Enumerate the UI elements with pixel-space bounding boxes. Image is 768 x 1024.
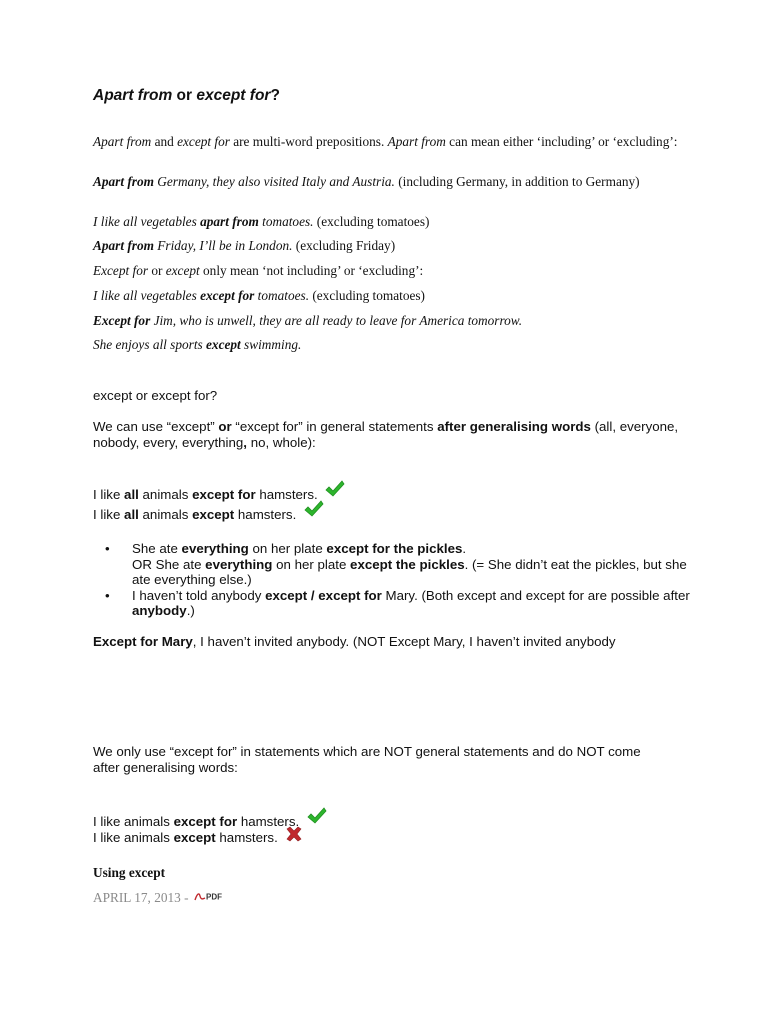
intro-text-2: are multi-word prepositions. bbox=[229, 134, 388, 149]
check-icon bbox=[304, 500, 324, 518]
example-4-text-2: only mean ‘not including’ or ‘excluding’: bbox=[199, 263, 424, 278]
example-7-sentence-b: swimming. bbox=[240, 337, 302, 352]
b1-bold-4: except the pickles bbox=[350, 556, 465, 572]
list-item bbox=[93, 541, 693, 588]
pdf-icon[interactable] bbox=[194, 890, 228, 906]
example-4-term-2: except bbox=[165, 263, 200, 278]
cross-icon bbox=[285, 826, 303, 842]
example-6 bbox=[93, 313, 693, 329]
example-5-sentence-a: I like all vegetables bbox=[93, 288, 201, 303]
check-icon bbox=[307, 807, 327, 825]
s5-text-1: I like animals bbox=[93, 830, 174, 845]
example-2-sentence-b: tomatoes. bbox=[258, 214, 314, 229]
example-2 bbox=[93, 214, 693, 230]
s2-text-2: animals bbox=[138, 507, 193, 522]
intro-text-3: can mean either ‘including’ or ‘excluding’: bbox=[445, 134, 678, 149]
b2-bold-2: anybody bbox=[132, 603, 187, 618]
intro-term-1: Apart from bbox=[93, 134, 152, 149]
pdf-label: PDF bbox=[205, 892, 222, 902]
example-3 bbox=[93, 238, 693, 254]
b1-bold-1: everything bbox=[181, 541, 249, 556]
example-5-key: except for bbox=[200, 288, 255, 303]
example-5-sentence-b: tomatoes. bbox=[254, 288, 310, 303]
intro-paragraph bbox=[93, 134, 693, 150]
b1-bold-3: everything bbox=[205, 556, 273, 572]
b2-text-1: I haven’t told anybody bbox=[132, 587, 266, 603]
example-4 bbox=[93, 263, 693, 279]
section-title-except-or-except-for: except or except for? bbox=[93, 388, 218, 403]
example-3-note: (excluding Friday) bbox=[292, 238, 396, 253]
rule-1-bold-3: , bbox=[243, 434, 247, 450]
examples-list bbox=[93, 541, 693, 619]
example-1-key: Apart from bbox=[93, 174, 154, 189]
rule-1-bold-1: or bbox=[218, 419, 232, 434]
page-title bbox=[93, 88, 693, 104]
intro-term-3: Apart from bbox=[387, 134, 446, 149]
post-title bbox=[93, 865, 693, 881]
example-3-sentence: Friday, I’ll be in London. bbox=[153, 238, 293, 253]
example-7 bbox=[93, 337, 693, 353]
post-date bbox=[93, 890, 693, 906]
b1-text-1: She ate bbox=[132, 541, 182, 556]
rule-1-text-4: no, whole): bbox=[247, 434, 316, 450]
rule-1-text-2: “except for” in general statements bbox=[231, 419, 438, 434]
b1-text-3: . bbox=[462, 541, 467, 556]
example-5 bbox=[93, 288, 693, 304]
heading-part-4: ? bbox=[270, 87, 280, 104]
example-1-note: (including Germany, in addition to Germany) bbox=[394, 174, 640, 189]
heading-part-1: Apart from bbox=[93, 87, 173, 104]
s2-text-1: I like bbox=[93, 507, 125, 522]
example-1-sentence: Germany, they also visited Italy and Austria. bbox=[153, 174, 395, 189]
rule-1-text-1: We can use “except” bbox=[93, 419, 219, 434]
b1-bold-2: except for the pickles bbox=[326, 541, 463, 556]
example-3-key: Apart from bbox=[93, 238, 154, 253]
s3-text-1: , I haven’t invited anybody. (NOT Except Mary, I haven’t invited anybody bbox=[192, 634, 616, 649]
example-2-sentence-a: I like all vegetables bbox=[93, 214, 201, 229]
heading-part-3: except for bbox=[196, 87, 271, 104]
example-4-text-1: or bbox=[148, 263, 166, 278]
heading-part-2: or bbox=[172, 87, 197, 104]
b2-text-2: Mary. (Both except and except for are possible after bbox=[381, 587, 690, 603]
example-4-term-1: Except for bbox=[93, 263, 149, 278]
b2-text-3: .) bbox=[186, 603, 195, 618]
s5-text-2: hamsters. bbox=[215, 830, 278, 845]
s2-bold-2: except bbox=[192, 507, 235, 522]
s4-bold-1: except for bbox=[173, 814, 238, 829]
list-item bbox=[93, 588, 693, 619]
b2-bold-1: except / except for bbox=[265, 587, 382, 603]
b1-text-2: on her plate bbox=[248, 541, 327, 556]
example-7-sentence-a: She enjoys all sports bbox=[93, 337, 207, 352]
example-6-sentence: Jim, who is unwell, they are all ready to leave for America tomorrow. bbox=[150, 313, 523, 328]
sentence-all-except bbox=[93, 500, 693, 523]
sentence-except-for-mary bbox=[93, 634, 713, 650]
example-6-key: Except for bbox=[93, 313, 151, 328]
intro-term-2: except for bbox=[177, 134, 230, 149]
rule-general-statements bbox=[93, 419, 693, 450]
s1-text-1: I like bbox=[93, 487, 125, 502]
s1-bold-1: all bbox=[124, 487, 139, 502]
b1-text-5: on her plate bbox=[272, 556, 351, 572]
example-7-key: except bbox=[206, 337, 241, 352]
sentence-animals-except bbox=[93, 826, 693, 846]
s1-bold-2: except for bbox=[192, 487, 256, 502]
s5-bold-1: except bbox=[173, 830, 216, 845]
example-1 bbox=[93, 174, 693, 190]
s1-text-3: hamsters. bbox=[255, 487, 318, 502]
example-2-key: apart from bbox=[200, 214, 259, 229]
intro-text-1: and bbox=[151, 134, 178, 149]
s4-text-2: hamsters. bbox=[237, 814, 300, 829]
post-date-text: APRIL 17, 2013 - bbox=[93, 890, 192, 905]
b1-text-4: OR She ate bbox=[132, 556, 206, 572]
example-5-note: (excluding tomatoes) bbox=[309, 288, 425, 303]
rule-1-bold-2: after generalising words bbox=[437, 419, 591, 434]
b1-text-6: . (= She didn’t eat the pickles, but she ate everything else.) bbox=[132, 556, 687, 587]
rule-non-general-statements: We only use “except for” in statements which are NOT general statements and do NOT come after generalising words: bbox=[93, 744, 641, 775]
s2-text-3: hamsters. bbox=[234, 507, 297, 522]
s2-bold-1: all bbox=[124, 507, 139, 522]
s3-bold-1: Except for Mary bbox=[93, 634, 193, 649]
s1-text-2: animals bbox=[138, 487, 193, 502]
s4-text-1: I like animals bbox=[93, 814, 174, 829]
rule-1-text-3: (all, everyone, nobody, every, everything bbox=[93, 419, 679, 450]
check-icon bbox=[325, 480, 345, 498]
example-2-note: (excluding tomatoes) bbox=[313, 214, 430, 229]
post-title-text: Using except bbox=[93, 865, 166, 880]
